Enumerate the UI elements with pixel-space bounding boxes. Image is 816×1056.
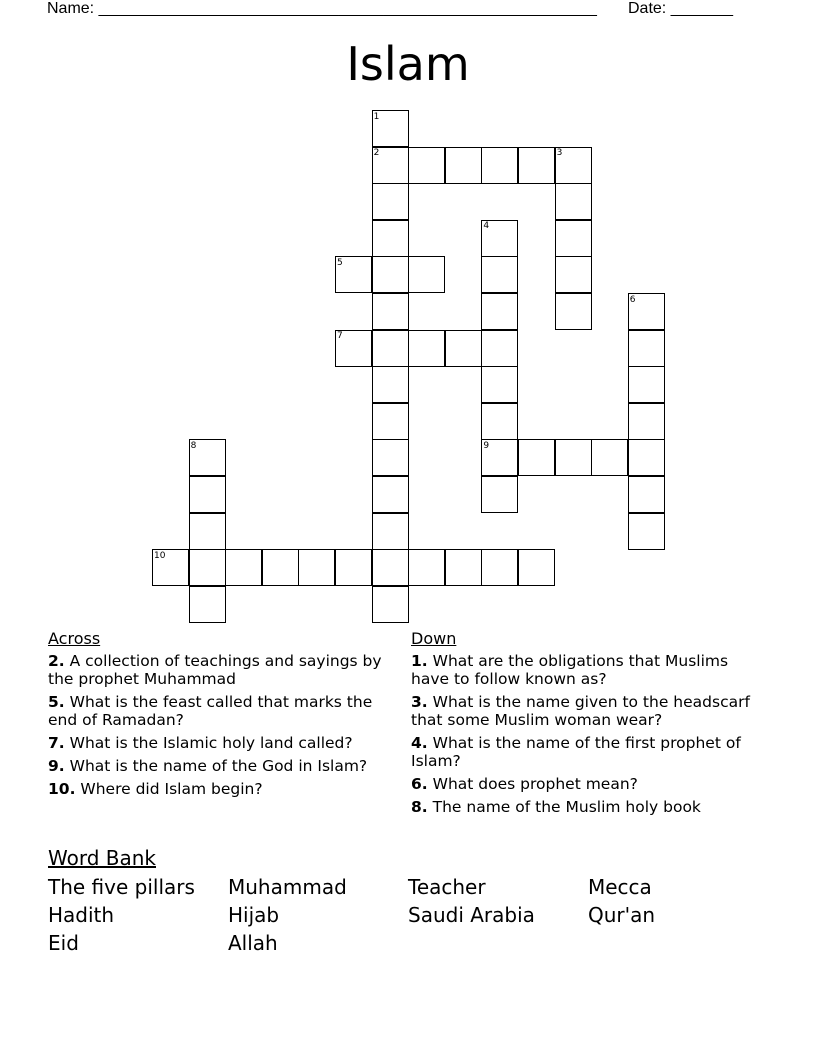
- crossword-cell[interactable]: [372, 403, 409, 440]
- crossword-cell[interactable]: [372, 293, 409, 330]
- crossword-cell[interactable]: [481, 366, 518, 403]
- crossword-cell[interactable]: [372, 256, 409, 293]
- clue-across-9: 9. What is the name of the God in Islam?: [48, 757, 368, 775]
- clue-down-8: 8. The name of the Muslim holy book: [411, 798, 701, 816]
- crossword-cell[interactable]: [518, 147, 555, 184]
- crossword-cell[interactable]: [481, 330, 518, 367]
- crossword-cell[interactable]: [372, 513, 409, 550]
- crossword-cell[interactable]: [445, 147, 482, 184]
- word-bank-word: Eid: [48, 931, 79, 955]
- crossword-cell[interactable]: [628, 403, 665, 440]
- crossword-cell[interactable]: [591, 439, 628, 476]
- word-bank-word: Mecca: [588, 875, 652, 899]
- down-clues: [411, 630, 771, 821]
- down-heading: Down: [411, 629, 457, 648]
- word-bank-word: Saudi Arabia: [408, 903, 535, 927]
- word-bank-word: Hijab: [228, 903, 280, 927]
- crossword-cell[interactable]: [408, 330, 445, 367]
- clue-number: 1: [373, 111, 380, 122]
- crossword-cell[interactable]: [298, 549, 335, 586]
- crossword-cell[interactable]: [262, 549, 299, 586]
- clue-number: 6: [629, 294, 636, 305]
- clue-number: 3: [556, 148, 563, 159]
- clue-number: 7: [337, 331, 343, 342]
- crossword-cell[interactable]: [189, 586, 226, 623]
- clue-number: 9: [483, 440, 490, 451]
- crossword-cell[interactable]: [628, 513, 665, 550]
- crossword-cell[interactable]: [372, 476, 409, 513]
- crossword-cell[interactable]: [372, 439, 409, 476]
- crossword-cell[interactable]: [372, 586, 409, 623]
- crossword-cell[interactable]: [481, 403, 518, 440]
- crossword-cell[interactable]: [555, 439, 592, 476]
- clue-across-5: 5. What is the feast called that marks the end of Ramadan?: [48, 693, 373, 729]
- word-bank-word: Allah: [228, 931, 278, 955]
- crossword-cell[interactable]: [555, 256, 592, 293]
- crossword-cell[interactable]: [481, 549, 518, 586]
- name-field-label: Name: ________________________________________________________: [47, 0, 597, 17]
- crossword-cell[interactable]: [628, 366, 665, 403]
- crossword-cell[interactable]: [372, 330, 409, 367]
- crossword-cell[interactable]: [189, 476, 226, 513]
- crossword-cell[interactable]: [555, 220, 592, 257]
- clue-down-4: 4. What is the name of the first prophet of Islam?: [411, 734, 741, 770]
- across-heading: Across: [48, 629, 101, 648]
- crossword-cell[interactable]: [372, 220, 409, 257]
- crossword-cell[interactable]: [372, 183, 409, 220]
- crossword-cell[interactable]: [445, 330, 482, 367]
- crossword-cell[interactable]: [372, 366, 409, 403]
- across-clues: [48, 630, 393, 803]
- word-bank-word: The five pillars: [48, 875, 195, 899]
- crossword-cell[interactable]: [225, 549, 262, 586]
- clue-number: 10: [154, 550, 166, 561]
- crossword-cell[interactable]: [408, 549, 445, 586]
- crossword-cell[interactable]: [481, 147, 518, 184]
- clue-number: 5: [337, 257, 343, 268]
- word-bank-title: Word Bank: [48, 846, 156, 870]
- crossword-cell[interactable]: [481, 293, 518, 330]
- clue-down-6: 6. What does prophet mean?: [411, 775, 638, 793]
- word-bank-word: Teacher: [408, 875, 486, 899]
- clue-across-10: 10. Where did Islam begin?: [48, 780, 263, 798]
- clue-down-3: 3. What is the name given to the headscarf that some Muslim woman wear?: [411, 693, 750, 729]
- crossword-cell[interactable]: [372, 549, 409, 586]
- crossword-cell[interactable]: [189, 513, 226, 550]
- clue-down-1: 1. What are the obligations that Muslims have to follow known as?: [411, 652, 729, 688]
- crossword-cell[interactable]: [189, 549, 226, 586]
- crossword-cell[interactable]: [518, 549, 555, 586]
- clue-number: 8: [190, 440, 197, 451]
- crossword-cell[interactable]: [628, 439, 665, 476]
- crossword-cell[interactable]: [408, 147, 445, 184]
- clue-number: 4: [483, 221, 490, 232]
- word-bank-word: Hadith: [48, 903, 115, 927]
- date-field-label: Date: _______: [628, 0, 733, 17]
- crossword-cell[interactable]: [445, 549, 482, 586]
- crossword-cell[interactable]: [335, 549, 372, 586]
- clue-across-2: 2. A collection of teachings and sayings by the prophet Muhammad: [48, 652, 382, 688]
- crossword-cell[interactable]: [628, 476, 665, 513]
- word-bank-word: Muhammad: [228, 875, 347, 899]
- page-title: Islam: [346, 37, 470, 91]
- crossword-cell[interactable]: [555, 293, 592, 330]
- clue-number: 2: [373, 148, 380, 159]
- crossword-cell[interactable]: [481, 256, 518, 293]
- word-bank-word: Qur'an: [588, 903, 656, 927]
- clue-across-7: 7. What is the Islamic holy land called?: [48, 734, 353, 752]
- crossword-cell[interactable]: [408, 256, 445, 293]
- crossword-cell[interactable]: [518, 439, 555, 476]
- crossword-cell[interactable]: [555, 183, 592, 220]
- crossword-cell[interactable]: [628, 330, 665, 367]
- crossword-cell[interactable]: [481, 476, 518, 513]
